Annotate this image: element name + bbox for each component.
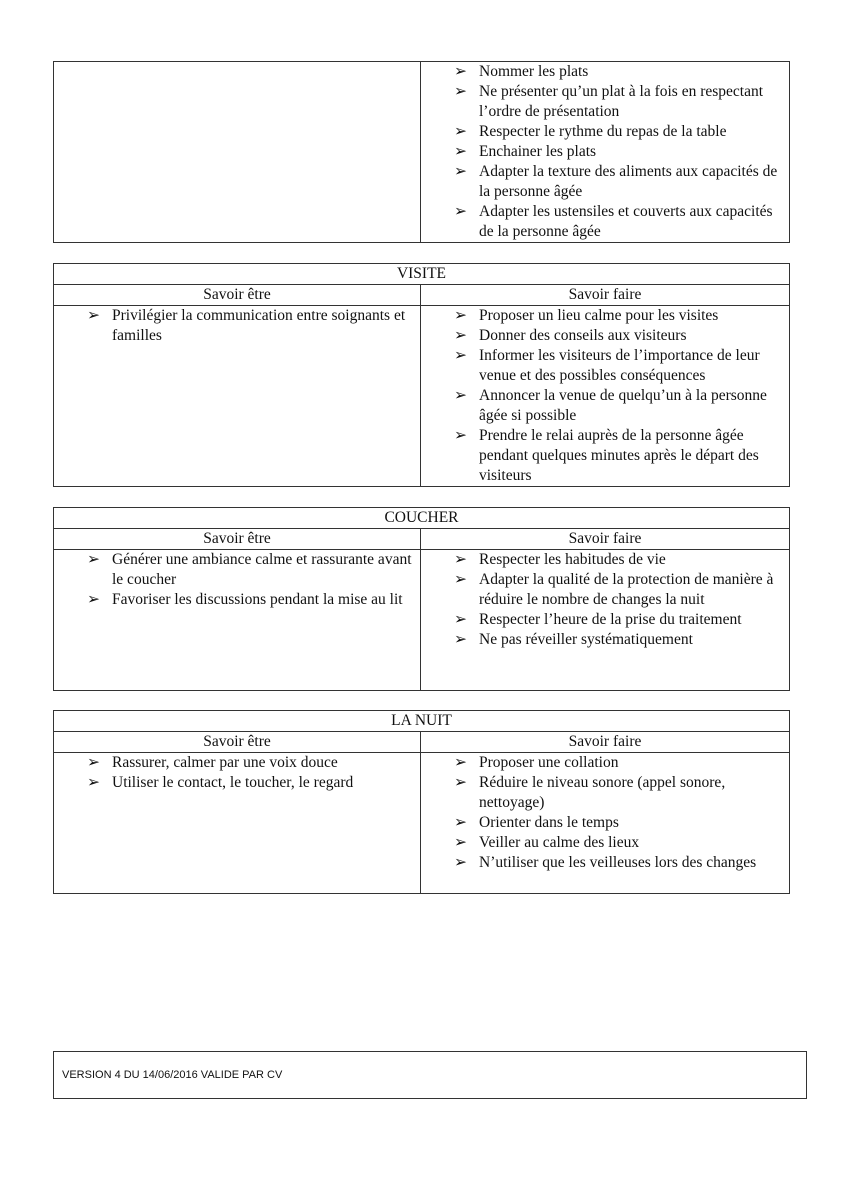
savoir-etre-header: Savoir être: [54, 732, 421, 753]
list-item-text: Adapter la texture des aliments aux capacités de la personne âgée: [479, 163, 778, 200]
list-item-text: Enchainer les plats: [479, 143, 597, 160]
list-item: [421, 326, 789, 346]
savoir-etre-header: Savoir être: [54, 285, 421, 306]
section-title: COUCHER: [54, 508, 790, 529]
savoir-faire-header: Savoir faire: [421, 285, 790, 306]
savoir-etre-cell: [54, 753, 421, 894]
list-item-text: Donner des conseils aux visiteurs: [479, 327, 687, 344]
continuation-left-cell: [54, 62, 421, 243]
list-item: [54, 306, 420, 346]
arrow-bullet-icon: ➢: [454, 427, 467, 444]
list-item: [54, 550, 420, 590]
list-item: [421, 346, 789, 386]
list-item: [421, 62, 789, 82]
section-title: VISITE: [54, 264, 790, 285]
arrow-bullet-icon: ➢: [454, 327, 467, 344]
list-item: [421, 386, 789, 426]
list-item-text: Ne présenter qu’un plat à la fois en respectant l’ordre de présentation: [479, 83, 764, 120]
list-item: [421, 82, 789, 122]
section-visite-table: [53, 263, 790, 487]
section-la-nuit-table: [53, 710, 790, 894]
arrow-bullet-icon: ➢: [454, 551, 467, 568]
list-item: [421, 630, 789, 650]
list-item-text: Adapter la qualité de la protection de manière à réduire le nombre de changes la nuit: [479, 571, 774, 608]
arrow-bullet-icon: ➢: [87, 551, 100, 568]
arrow-bullet-icon: ➢: [87, 307, 100, 324]
savoir-etre-header: Savoir être: [54, 529, 421, 550]
arrow-bullet-icon: ➢: [454, 307, 467, 324]
list-item-text: Générer une ambiance calme et rassurante avant le coucher: [112, 551, 412, 588]
arrow-bullet-icon: ➢: [454, 611, 467, 628]
continuation-table: [53, 61, 790, 243]
list-item: [421, 142, 789, 162]
arrow-bullet-icon: ➢: [454, 854, 467, 871]
list-item-text: Annoncer la venue de quelqu’un à la personne âgée si possible: [479, 387, 767, 424]
list-item: [421, 753, 789, 773]
list-item-text: Adapter les ustensiles et couverts aux capacités de la personne âgée: [479, 203, 773, 240]
list-item: [421, 773, 789, 813]
list-item: [54, 753, 420, 773]
savoir-etre-cell: [54, 550, 421, 691]
savoir-etre-cell: [54, 306, 421, 487]
arrow-bullet-icon: ➢: [454, 814, 467, 831]
list-item-text: Respecter les habitudes de vie: [479, 551, 666, 568]
savoir-faire-cell: [421, 753, 790, 894]
list-item: [421, 813, 789, 833]
list-item: [421, 202, 789, 242]
section-title: LA NUIT: [54, 711, 790, 732]
list-item: [421, 306, 789, 326]
arrow-bullet-icon: ➢: [454, 63, 467, 80]
list-item: [54, 773, 420, 793]
arrow-bullet-icon: ➢: [454, 754, 467, 771]
list-item-text: Privilégier la communication entre soignants et familles: [112, 307, 406, 344]
arrow-bullet-icon: ➢: [454, 203, 467, 220]
list-item: [421, 570, 789, 610]
list-item-text: Proposer un lieu calme pour les visites: [479, 307, 719, 324]
arrow-bullet-icon: ➢: [454, 83, 467, 100]
list-item: [421, 853, 789, 873]
list-item-text: Respecter l’heure de la prise du traitement: [479, 611, 742, 628]
version-text: VERSION 4 DU 14/06/2016 VALIDE PAR CV: [62, 1069, 283, 1081]
list-item-text: Orienter dans le temps: [479, 814, 619, 831]
list-item: [421, 426, 789, 486]
list-item-text: Favoriser les discussions pendant la mise au lit: [112, 591, 403, 608]
list-item: [421, 122, 789, 142]
list-item: [421, 610, 789, 630]
savoir-faire-header: Savoir faire: [421, 529, 790, 550]
arrow-bullet-icon: ➢: [87, 754, 100, 771]
arrow-bullet-icon: ➢: [454, 123, 467, 140]
list-item: [421, 162, 789, 202]
section-coucher-table: [53, 507, 790, 691]
list-item-text: Proposer une collation: [479, 754, 619, 771]
list-item-text: Respecter le rythme du repas de la table: [479, 123, 727, 140]
list-item: [421, 833, 789, 853]
list-item-text: Utiliser le contact, le toucher, le regard: [112, 774, 354, 791]
arrow-bullet-icon: ➢: [454, 143, 467, 160]
arrow-bullet-icon: ➢: [454, 834, 467, 851]
savoir-faire-cell: [421, 550, 790, 691]
arrow-bullet-icon: ➢: [454, 774, 467, 791]
list-item-text: Réduire le niveau sonore (appel sonore, nettoyage): [479, 774, 726, 811]
version-footer: [53, 1051, 807, 1099]
arrow-bullet-icon: ➢: [454, 163, 467, 180]
list-item-text: Prendre le relai auprès de la personne âgée pendant quelques minutes après le départ des visiteurs: [479, 427, 759, 484]
arrow-bullet-icon: ➢: [454, 387, 467, 404]
list-item-text: N’utiliser que les veilleuses lors des changes: [479, 854, 757, 871]
arrow-bullet-icon: ➢: [454, 631, 467, 648]
list-item-text: Ne pas réveiller systématiquement: [479, 631, 693, 648]
arrow-bullet-icon: ➢: [454, 571, 467, 588]
list-item-text: Nommer les plats: [479, 63, 589, 80]
continuation-right-cell: [421, 62, 790, 243]
list-item: [421, 550, 789, 570]
list-item-text: Rassurer, calmer par une voix douce: [112, 754, 338, 771]
savoir-faire-header: Savoir faire: [421, 732, 790, 753]
list-item-text: Veiller au calme des lieux: [479, 834, 640, 851]
list-item: [54, 590, 420, 610]
arrow-bullet-icon: ➢: [454, 347, 467, 364]
list-item-text: Informer les visiteurs de l’importance de leur venue et des possibles conséquences: [479, 347, 760, 384]
savoir-faire-cell: [421, 306, 790, 487]
arrow-bullet-icon: ➢: [87, 774, 100, 791]
arrow-bullet-icon: ➢: [87, 591, 100, 608]
